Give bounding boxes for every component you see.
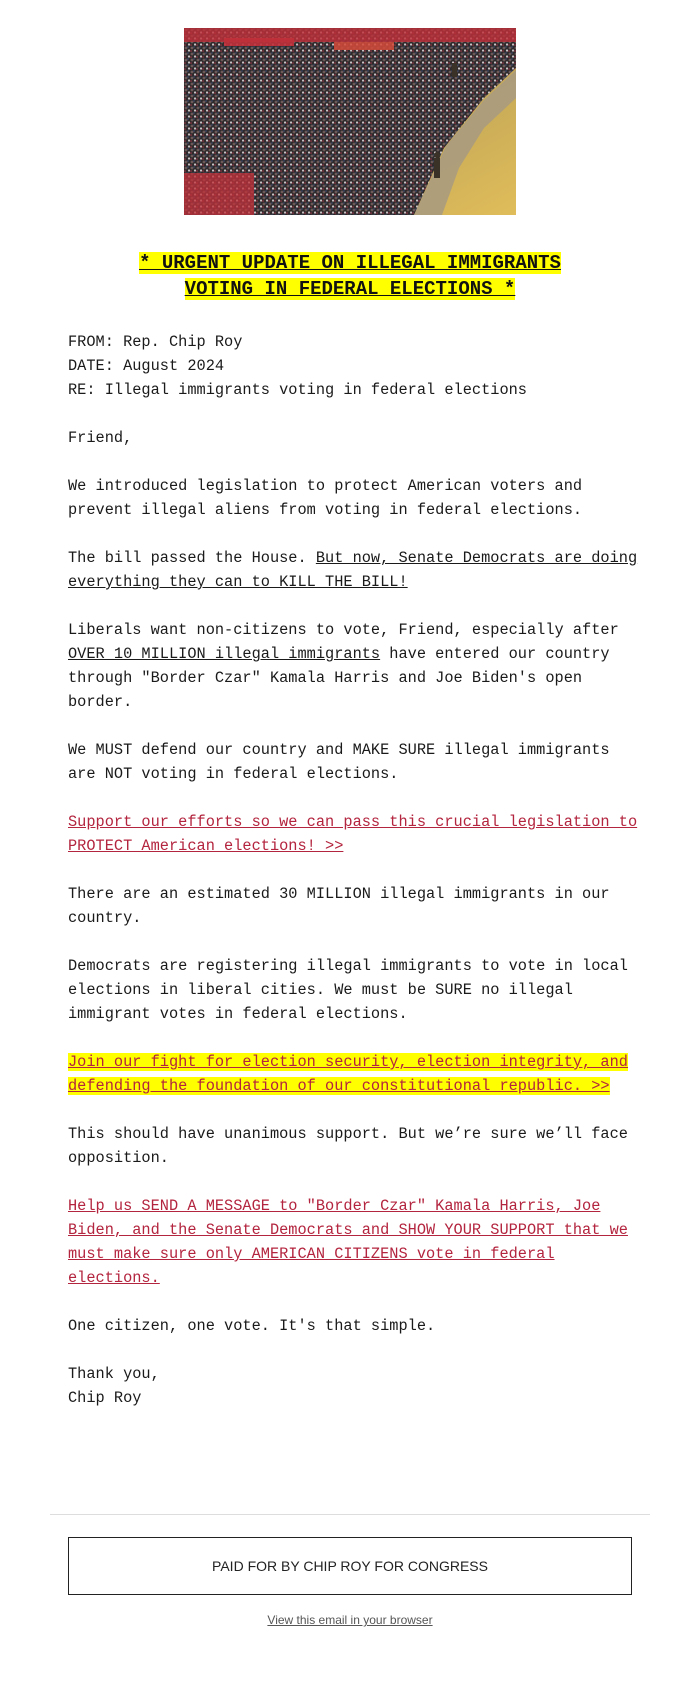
paragraph-link-join: [68, 1050, 638, 1098]
paragraph-bill-passed: [68, 546, 638, 594]
paragraph-defend: We MUST defend our country and MAKE SURE illegal immigrants are NOT voting in federal elections.: [68, 741, 610, 783]
view-in-browser-link[interactable]: View this email in your browser: [267, 1613, 433, 1627]
greeting: Friend,: [68, 429, 133, 447]
paragraph-non-citizens-b: have entered our country through "Border Czar" Kamala Harris and Joe Biden's open border.: [68, 645, 610, 711]
headline: [68, 250, 632, 302]
memo-from: FROM: Rep. Chip Roy: [68, 333, 243, 351]
hero-image: [184, 28, 516, 215]
ten-million-emphasis: OVER 10 MILLION illegal immigrants: [68, 645, 381, 663]
signature-name: Chip Roy: [68, 1389, 142, 1407]
support-efforts-link[interactable]: Support our efforts so we can pass this crucial legislation to PROTECT American elections! >>: [68, 813, 638, 855]
paragraph-non-citizens: [68, 618, 638, 714]
headline-line-2: VOTING IN FEDERAL ELECTIONS *: [184, 278, 516, 300]
paragraph-link-message: [68, 1194, 638, 1290]
paragraph-estimate: There are an estimated 30 MILLION illegal immigrants in our country.: [68, 885, 610, 927]
paragraph-unanimous: This should have unanimous support. But we’re sure we’ll face opposition.: [68, 1125, 628, 1167]
headline-line-1: * URGENT UPDATE ON ILLEGAL IMMIGRANTS: [139, 252, 561, 274]
crowd-photo-icon: [184, 28, 516, 215]
paid-for-text: PAID FOR BY CHIP ROY FOR CONGRESS: [212, 1558, 488, 1574]
paragraph-non-citizens-a: Liberals want non-citizens to vote, Friend, especially after: [68, 621, 619, 639]
paragraph-registering: Democrats are registering illegal immigrants to vote in local elections in liberal cities. We must be SURE no illegal immigrant votes in federal elections.: [68, 957, 628, 1023]
kill-the-bill-emphasis: But now, Senate Democrats are doing everything they can to KILL THE BILL!: [68, 549, 638, 591]
send-message-link[interactable]: Help us SEND A MESSAGE to "Border Czar" Kamala Harris, Joe Biden, and the Senate Democrats and SHOW YOUR SUPPORT that we must make sure only AMERICAN CITIZENS vote in federal elections.: [68, 1197, 628, 1287]
memo-re: RE: Illegal immigrants voting in federal elections: [68, 381, 527, 399]
paid-for-disclaimer: [68, 1537, 632, 1595]
memo-date: DATE: August 2024: [68, 357, 225, 375]
footer-divider: [50, 1514, 650, 1515]
email-body: [68, 330, 638, 1434]
paragraph-link-support: [68, 810, 638, 858]
paragraph-one-vote: One citizen, one vote. It's that simple.: [68, 1317, 436, 1335]
paragraph-legislation: We introduced legislation to protect American voters and prevent illegal aliens from voting in federal elections.: [68, 477, 583, 519]
signature-block: [68, 1362, 638, 1410]
memo-block: [68, 330, 638, 402]
paragraph-bill-passed-text: The bill passed the House.: [68, 549, 316, 567]
signoff: Thank you,: [68, 1365, 160, 1383]
join-fight-link[interactable]: Join our fight for election security, election integrity, and defending the foundation of our constitutional republic. >>: [68, 1053, 628, 1095]
